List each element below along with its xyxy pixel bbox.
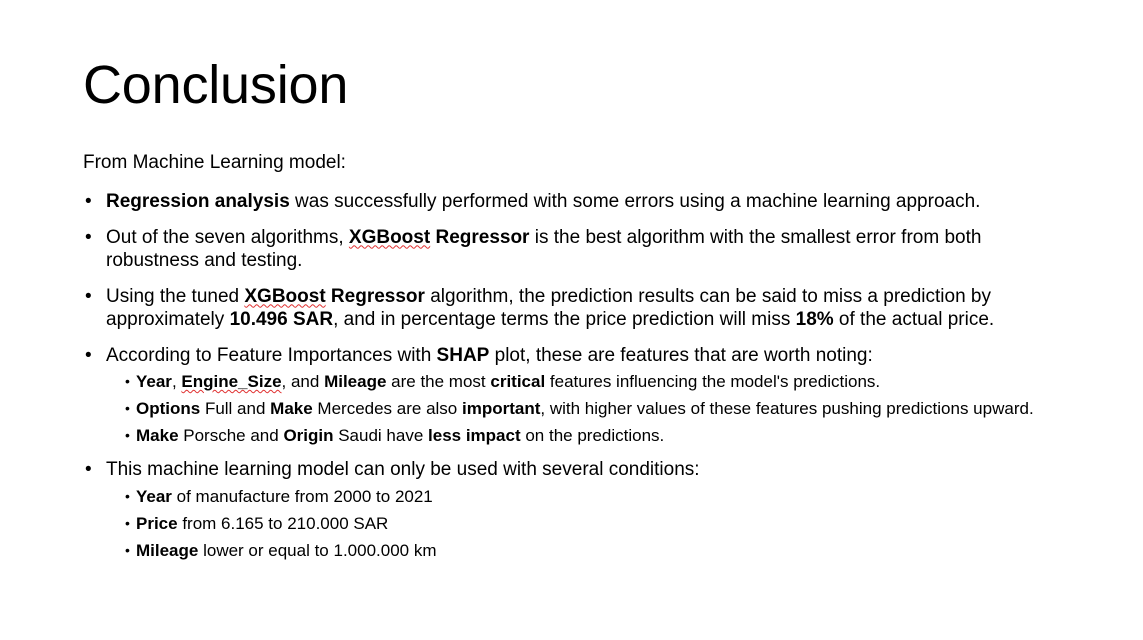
bullet-text (106, 345, 873, 366)
bullet-text (106, 227, 981, 272)
emphasis-text: Engine_Size (181, 372, 282, 391)
body-text: Out of the seven algorithms, (106, 226, 349, 248)
sub-bullet-dot-icon: • (125, 427, 130, 443)
intro-line: From Machine Learning model: (83, 152, 346, 173)
sub-bullet-text (136, 514, 388, 533)
bullet-dot-icon: • (85, 459, 92, 480)
bullet-item-regression-analysis (83, 190, 1043, 214)
emphasis-text: XGBoost (244, 285, 326, 307)
emphasis-text: 10.496 SAR (229, 309, 334, 330)
bullet-dot-icon: • (85, 285, 92, 307)
emphasis-text: SHAP (436, 344, 490, 366)
body-text: are the most (386, 372, 491, 391)
sub-bullet-text (136, 487, 433, 506)
sub-bullet-dot-icon: • (125, 487, 130, 504)
bullet-text (106, 191, 980, 212)
bullet-item-feature-importances-shap (83, 344, 1043, 447)
emphasis-text: Year (136, 372, 172, 391)
sub-bullet-list (106, 486, 1043, 561)
body-text: of the actual price. (833, 309, 995, 330)
body-text: According to Feature Importances with (106, 344, 437, 366)
sub-bullet-item-condition-year (106, 486, 1043, 507)
emphasis-text: Price (136, 513, 178, 533)
sub-bullet-text (136, 426, 664, 445)
sub-bullet-text (136, 541, 437, 560)
emphasis-text: XGBoost (348, 226, 431, 248)
bullet-item-best-algorithm (83, 226, 1043, 273)
emphasis-text: Regressor (325, 285, 425, 307)
sub-bullet-dot-icon: • (125, 373, 130, 389)
bullet-dot-icon: • (85, 226, 92, 248)
bullet-text (106, 286, 994, 331)
sub-bullet-item-condition-price (106, 513, 1043, 534)
body-text: of manufacture from 2000 to 2021 (171, 486, 433, 506)
body-text: This machine learning model can only be used with several conditions: (106, 459, 700, 480)
body-text: , with higher values of these features pushing predictions upward. (540, 399, 1034, 418)
bullet-text (106, 459, 700, 480)
bullet-item-tuned-prediction-error (83, 285, 1043, 332)
emphasis-text: Options (136, 399, 201, 418)
slide-body (83, 150, 1043, 573)
emphasis-text: less impact (428, 426, 521, 445)
sub-bullet-item-critical-features (106, 371, 1043, 392)
body-text: lower or equal to 1.000.000 km (198, 540, 437, 560)
bullet-item-usage-conditions (83, 458, 1043, 561)
sub-bullet-dot-icon: • (125, 400, 130, 416)
bullet-dot-icon: • (85, 344, 92, 366)
body-text: Saudi have (333, 426, 429, 445)
body-text: is the best algorithm with the smallest error from both robustness and testing. (106, 226, 982, 271)
emphasis-text: 18% (795, 309, 834, 330)
body-text: Mercedes are also (312, 399, 462, 418)
sub-bullet-text (136, 399, 1034, 418)
bullet-dot-icon: • (85, 191, 92, 212)
body-text: features influencing the model's predictions. (545, 372, 881, 391)
body-text: , and (281, 372, 325, 391)
page-title: Conclusion (83, 55, 349, 115)
emphasis-text: Year (136, 486, 172, 506)
body-text: was successfully performed with some errors using a machine learning approach. (289, 191, 981, 212)
emphasis-text: Make (136, 426, 179, 445)
body-text: algorithm, the prediction results can be said to miss a prediction by approximately (106, 285, 991, 330)
emphasis-text: Mileage (136, 540, 199, 560)
body-text: , and in percentage terms the price prediction will miss (333, 309, 796, 330)
body-text: Porsche and (178, 426, 284, 445)
sub-bullet-dot-icon: • (125, 541, 130, 558)
sub-bullet-item-less-impact-features (106, 425, 1043, 446)
body-text: plot, these are features that are worth noting: (489, 344, 873, 366)
sub-bullet-item-important-features (106, 398, 1043, 419)
emphasis-text: Origin (283, 426, 334, 445)
body-text: from 6.165 to 210.000 SAR (177, 513, 389, 533)
emphasis-text: Mileage (324, 372, 387, 391)
emphasis-text: Regressor (430, 226, 530, 248)
emphasis-text: Regression analysis (106, 191, 290, 212)
body-text: Full and (200, 399, 271, 418)
sub-bullet-dot-icon: • (125, 514, 130, 531)
sub-bullet-item-condition-mileage (106, 540, 1043, 561)
body-text: Using the tuned (106, 285, 245, 307)
emphasis-text: important (461, 399, 541, 418)
sub-bullet-list (106, 371, 1043, 446)
body-text: on the predictions. (520, 426, 665, 445)
sub-bullet-text (136, 372, 880, 391)
bullet-list (83, 190, 1043, 561)
emphasis-text: Make (270, 399, 313, 418)
body-text: , (171, 372, 182, 391)
emphasis-text: critical (490, 372, 546, 391)
